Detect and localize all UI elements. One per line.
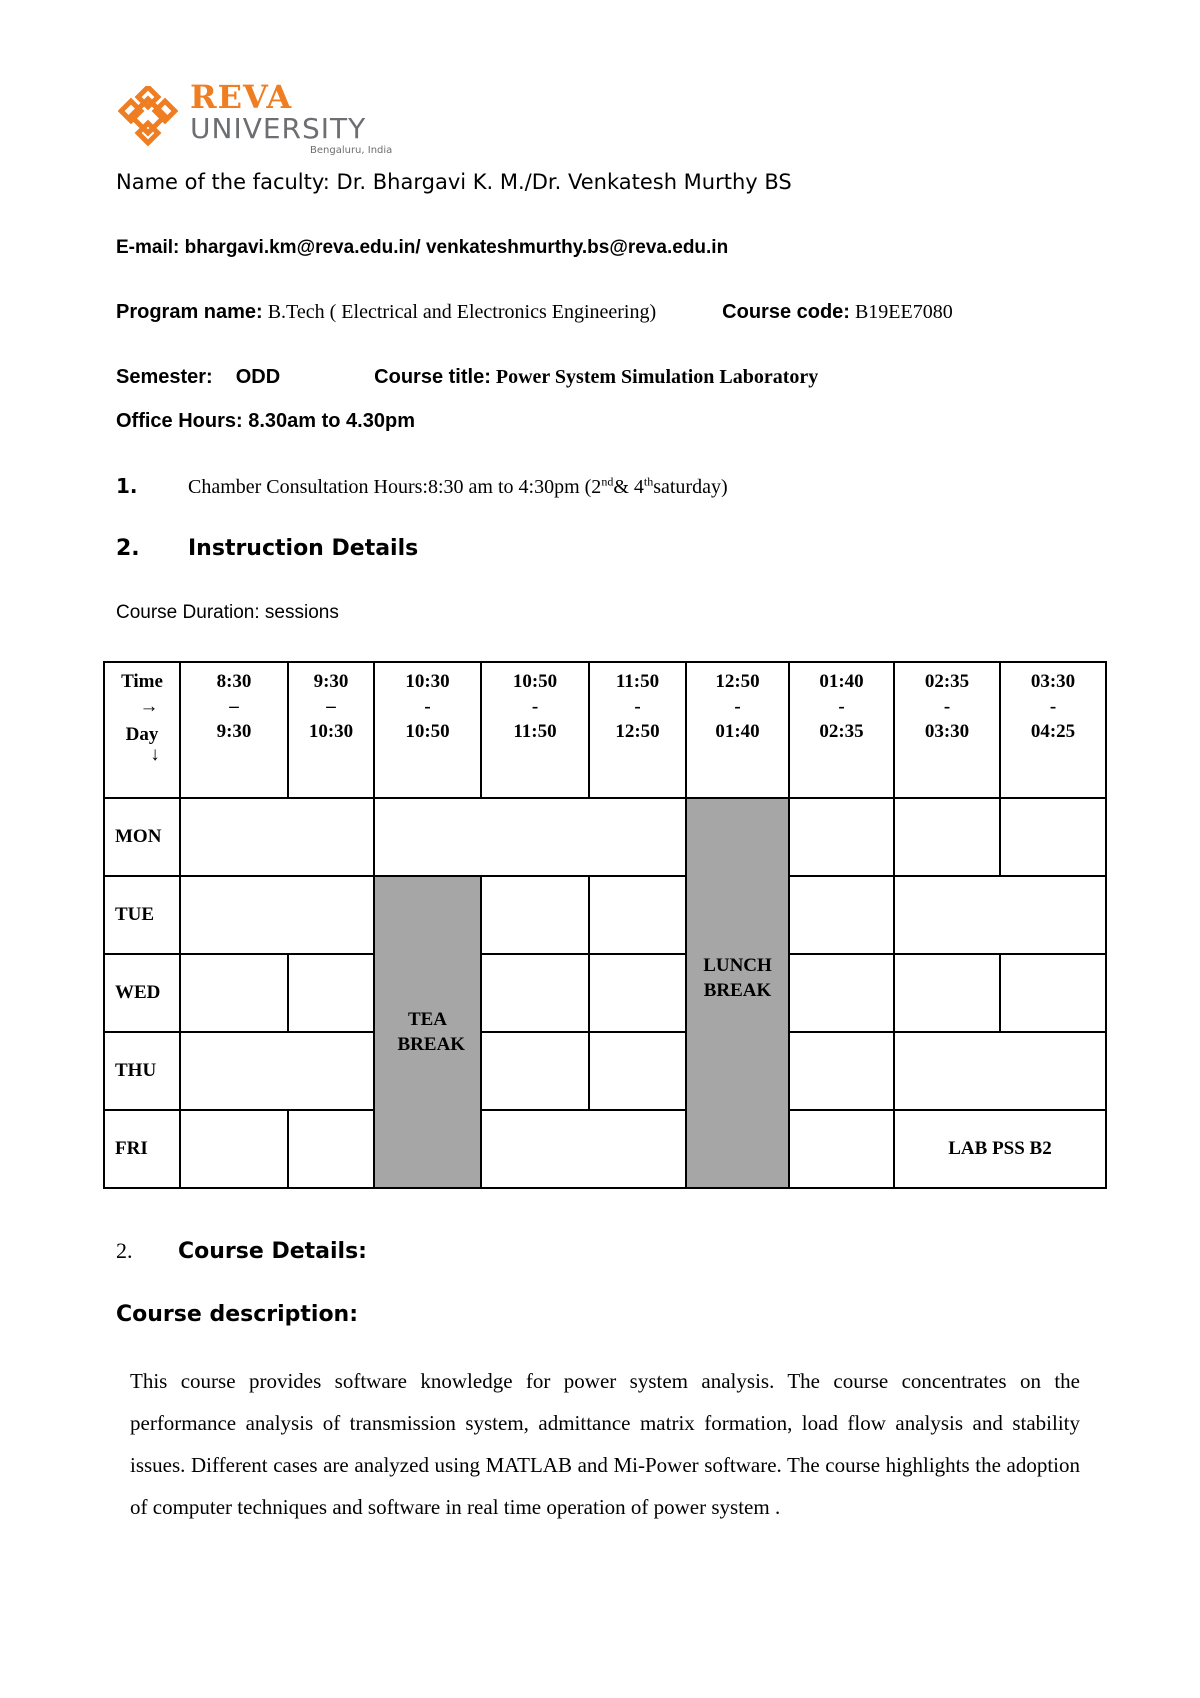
table-cell [589, 1032, 686, 1110]
course-title-label: Course title: [374, 366, 491, 388]
day-label: MON [104, 798, 180, 876]
day-label: THU [104, 1032, 180, 1110]
course-details-title: Course Details: [178, 1239, 367, 1264]
timetable-row-tue [104, 876, 1106, 954]
lab-cell: LAB PSS B2 [894, 1110, 1106, 1188]
course-duration: Course Duration: sessions [116, 602, 339, 623]
table-cell [288, 1110, 374, 1188]
table-cell [789, 1110, 894, 1188]
table-cell [481, 876, 589, 954]
table-cell [589, 954, 686, 1032]
instruction-number: 2. [116, 536, 140, 561]
chamber-number: 1. [116, 474, 138, 498]
day-label: FRI [104, 1110, 180, 1188]
table-cell [374, 798, 686, 876]
table-cell [180, 876, 374, 954]
table-cell [789, 798, 894, 876]
lunch-break-cell: LUNCH BREAK [686, 798, 789, 1188]
table-cell [894, 876, 1106, 954]
logo-city: Bengaluru, India [310, 145, 393, 156]
chamber-line [116, 474, 728, 499]
timetable-row-wed [104, 954, 1106, 1032]
table-cell [789, 876, 894, 954]
table-cell [481, 954, 589, 1032]
corner-cell [104, 662, 180, 798]
instruction-heading [116, 536, 418, 561]
program-label: Program name: [116, 301, 263, 323]
course-description-heading: Course description: [116, 1302, 359, 1327]
table-cell [894, 1032, 1106, 1110]
email-line [116, 237, 728, 259]
timetable [103, 661, 1107, 1189]
chamber-text-b: & 4 [613, 476, 644, 498]
slot-header: 8:30 – 9:30 [180, 662, 288, 798]
table-cell [288, 954, 374, 1032]
faculty-label: Name of the faculty: [116, 170, 330, 194]
table-cell [481, 1110, 686, 1188]
table-cell [589, 876, 686, 954]
tea-break-cell: TEA BREAK [374, 876, 481, 1188]
timetable-row-mon [104, 798, 1106, 876]
timetable-row-fri [104, 1110, 1106, 1188]
table-cell [1000, 798, 1106, 876]
table-cell [180, 798, 374, 876]
slot-header: 01:40 - 02:35 [789, 662, 894, 798]
email-label: E-mail: [116, 237, 180, 258]
slot-header: 10:50 - 11:50 [481, 662, 589, 798]
slot-header: 12:50 - 01:40 [686, 662, 789, 798]
table-cell [789, 954, 894, 1032]
course-details-heading [116, 1238, 367, 1264]
chamber-text-c: saturday) [653, 476, 728, 498]
slot-header: 9:30 – 10:30 [288, 662, 374, 798]
timetable-header-row [104, 662, 1106, 798]
semester-value: ODD [235, 366, 281, 388]
arrow-down-icon: ↓ [150, 744, 160, 765]
instruction-title: Instruction Details [188, 536, 419, 561]
corner-day: Day [125, 724, 159, 745]
email-value: bhargavi.km@reva.edu.in/ venkateshmurthy.bs@reva.edu.in [184, 237, 729, 258]
slot-header: 10:30 - 10:50 [374, 662, 481, 798]
office-hours: Office Hours: 8.30am to 4.30pm [116, 410, 415, 432]
table-cell [789, 1032, 894, 1110]
faculty-line [116, 170, 792, 194]
day-label: WED [104, 954, 180, 1032]
chamber-sup-nd: nd [601, 474, 614, 489]
table-cell [1000, 954, 1106, 1032]
course-description-text: This course provides software knowledge for power system analysis. The course concentrates on the performance analysis of transmission system, admittance matrix formation, load flow analysis and stability issues. Different cases are analyzed using MATLAB and Mi-Power software. The course highlights the adoption of computer techniques and software in real time operation of power system . [130, 1369, 1080, 1519]
chamber-sup-th: th [643, 474, 654, 489]
reva-knot-icon [118, 86, 178, 146]
slot-header: 11:50 - 12:50 [589, 662, 686, 798]
course-details-number: 2. [116, 1238, 133, 1263]
timetable-row-thu [104, 1032, 1106, 1110]
arrow-right-icon: → [139, 696, 159, 717]
table-cell [481, 1032, 589, 1110]
faculty-value: Dr. Bhargavi K. M./Dr. Venkatesh Murthy BS [336, 170, 792, 194]
table-cell [180, 1032, 374, 1110]
slot-header: 02:35 - 03:30 [894, 662, 1000, 798]
semester-label: Semester: [116, 366, 213, 388]
logo-university: UNIVERSITY [190, 112, 367, 145]
course-title-value: Power System Simulation Laboratory [495, 366, 819, 388]
course-code-label: Course code: [722, 301, 850, 323]
table-cell [180, 1110, 288, 1188]
course-code-value: B19EE7080 [854, 301, 953, 323]
program-line [116, 301, 953, 324]
table-cell [894, 954, 1000, 1032]
chamber-text-a: Chamber Consultation Hours:8:30 am to 4:30pm (2 [188, 476, 602, 498]
day-label: TUE [104, 876, 180, 954]
table-cell [180, 954, 288, 1032]
program-value: B.Tech ( Electrical and Electronics Engineering) [267, 301, 657, 323]
semester-line [116, 366, 818, 389]
slot-header: 03:30 - 04:25 [1000, 662, 1106, 798]
logo-brand: REVA [190, 78, 293, 116]
corner-time: Time [121, 671, 163, 692]
table-cell [894, 798, 1000, 876]
